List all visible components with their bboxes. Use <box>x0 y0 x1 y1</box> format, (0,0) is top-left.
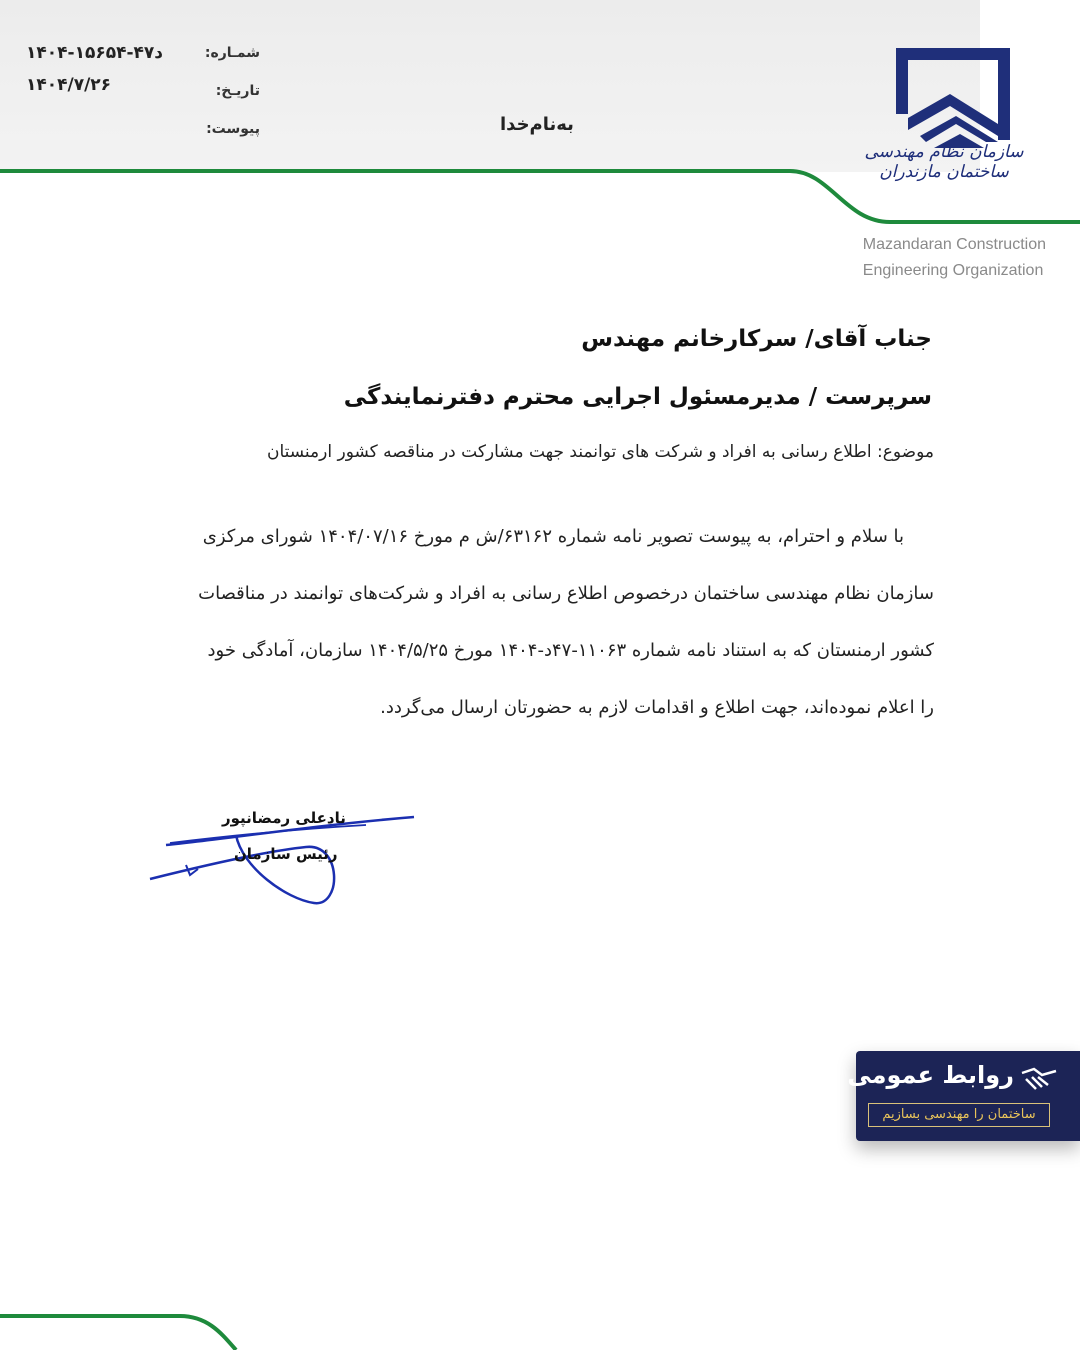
letter-number: ۱۴۰۴-د۴۷-۱۵۶۵۴ <box>26 43 164 63</box>
letter-meta-values <box>26 42 163 106</box>
body-line: با سلام و احترام، به پیوست تصویر نامه شماره ۶۳۱۶۲/ش م مورخ ۱۴۰۴/۰۷/۱۶ شورای مرکزی <box>202 526 904 547</box>
letter-body <box>142 508 934 736</box>
badge-slogan: ساختمان را مهندسی بسازیم <box>868 1103 1050 1127</box>
signatory-name: نادعلی رمضانپور <box>222 809 346 827</box>
handshake-icon <box>1020 1065 1058 1095</box>
date-label: تاریـخ: <box>215 83 260 99</box>
letter-date: ۱۴۰۴/۷/۲۶ <box>26 75 112 95</box>
public-relations-badge <box>847 1051 1080 1141</box>
body-line: کشور ارمنستان که به استناد نامه شماره ۱۱۰۶۳-۴۷د-۱۴۰۴ مورخ ۱۴۰۴/۵/۲۵ سازمان، آمادگی خود <box>207 640 934 661</box>
salutation-line-2: سرپرست / مدیرمسئول اجرایی محترم دفترنمایندگی <box>343 384 932 410</box>
org-name-fa: سازمان نظام مهندسی ساختمان مازندران <box>864 142 1024 182</box>
signatory-title: رئیس سازمان <box>234 845 338 863</box>
number-label: شمـاره: <box>204 45 260 61</box>
badge-title: روابط عمومی <box>847 1061 1014 1089</box>
body-line: سازمان نظام مهندسی ساختمان درخصوص اطلاع رسانی به افراد و شرکت‌های توانمند در مناقصات <box>198 583 934 604</box>
bismillah: به‌نام‌خدا <box>500 114 574 135</box>
body-line: را اعلام نموده‌اند، جهت اطلاع و اقدامات لازم به حضورتان ارسال می‌گردد. <box>380 697 934 718</box>
letter-meta-labels <box>204 42 260 156</box>
org-name-en <box>863 232 1046 284</box>
org-name-en-line2: Engineering Organization <box>862 262 1044 279</box>
org-name-en-line1: Mazandaran Construction <box>862 236 1046 253</box>
signature-block <box>146 795 426 915</box>
salutation-line-1: جناب آقای/ سرکارخانم مهندس <box>581 326 932 352</box>
attachment-label: پیوست: <box>206 121 260 137</box>
footer-curve <box>0 1308 260 1350</box>
letter-subject: موضوع: اطلاع رسانی به افراد و شرکت های توانمند جهت مشارکت در مناقصه کشور ارمنستان <box>266 442 934 462</box>
